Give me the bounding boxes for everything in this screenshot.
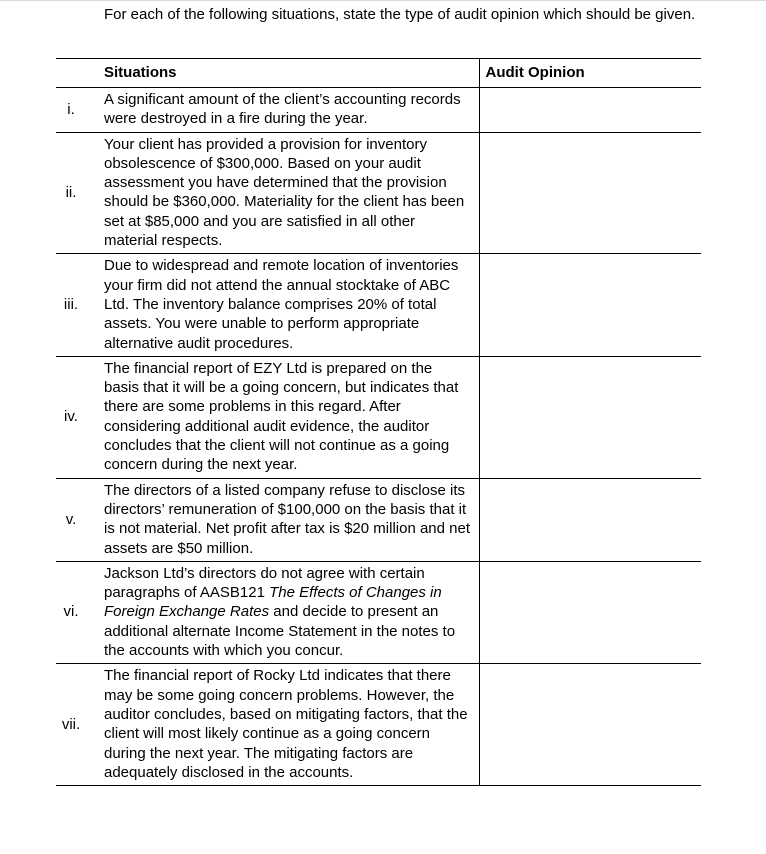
audit-opinion-cell[interactable] <box>479 356 701 478</box>
header-audit-opinion: Audit Opinion <box>479 59 701 88</box>
table-row <box>56 478 701 561</box>
question-instruction: For each of the following situations, state the type of audit opinion which should be given. <box>104 6 696 23</box>
situation-text <box>102 561 479 663</box>
table-row <box>56 664 701 786</box>
audit-opinion-cell[interactable] <box>479 664 701 786</box>
situation-text-before: Jackson Ltd’s directors do not agree with certain paragraphs of AASB121 <box>104 564 425 602</box>
situation-text: Due to widespread and remote location of inventories your firm did not attend the annual stocktake of ABC Ltd. The inventory balance comprises 20% of total assets. You were unable to perform appropriate alternative audit procedures. <box>102 254 479 356</box>
audit-opinion-cell[interactable] <box>479 254 701 356</box>
row-number: vii. <box>56 664 102 786</box>
situations-table <box>56 58 701 786</box>
table-row <box>56 88 701 133</box>
header-situations: Situations <box>102 59 479 88</box>
table-row <box>56 132 701 254</box>
situation-text-after: and decide to present an additional alternate Income Statement in the notes to the accounts with which you concur. <box>104 603 456 660</box>
situation-text: The financial report of EZY Ltd is prepared on the basis that it will be a going concern, but indicates that there are some problems in this regard. After considering additional audit evidence, the auditor concludes that the client will not continue as a going concern during the next year. <box>102 356 479 478</box>
row-number: ii. <box>56 132 102 254</box>
top-border <box>0 0 766 1</box>
situation-text: The directors of a listed company refuse to disclose its directors’ remuneration of $100,000 on the basis that it is not material. Net profit after tax is $20 million and net assets are $50 million. <box>102 478 479 561</box>
row-number: v. <box>56 478 102 561</box>
row-number: i. <box>56 88 102 133</box>
table-row <box>56 254 701 356</box>
situation-text: The financial report of Rocky Ltd indicates that there may be some going concern problems. However, the auditor concludes, based on mitigating factors, that the client will most likely continue as a going concern during the next year. The mitigating factors are adequately disclosed in the accounts. <box>102 664 479 786</box>
row-number: iii. <box>56 254 102 356</box>
header-number <box>56 59 102 88</box>
situation-text: Your client has provided a provision for inventory obsolescence of $300,000. Based on your audit assessment you have determined that the provision should be $360,000. Materiality for the client has been set at $85,000 and you are satisfied in all other material respects. <box>102 132 479 254</box>
audit-opinion-cell[interactable] <box>479 478 701 561</box>
audit-opinion-cell[interactable] <box>479 88 701 133</box>
standard-title: The Effects of Changes in Foreign Exchange Rates <box>104 584 442 621</box>
audit-opinion-cell[interactable] <box>479 132 701 254</box>
row-number: iv. <box>56 356 102 478</box>
situation-text: A significant amount of the client’s accounting records were destroyed in a fire during the year. <box>102 88 479 133</box>
audit-opinion-cell[interactable] <box>479 561 701 663</box>
row-number: vi. <box>56 561 102 663</box>
table-row <box>56 561 701 663</box>
table-header-row <box>56 59 701 88</box>
table-row <box>56 356 701 478</box>
